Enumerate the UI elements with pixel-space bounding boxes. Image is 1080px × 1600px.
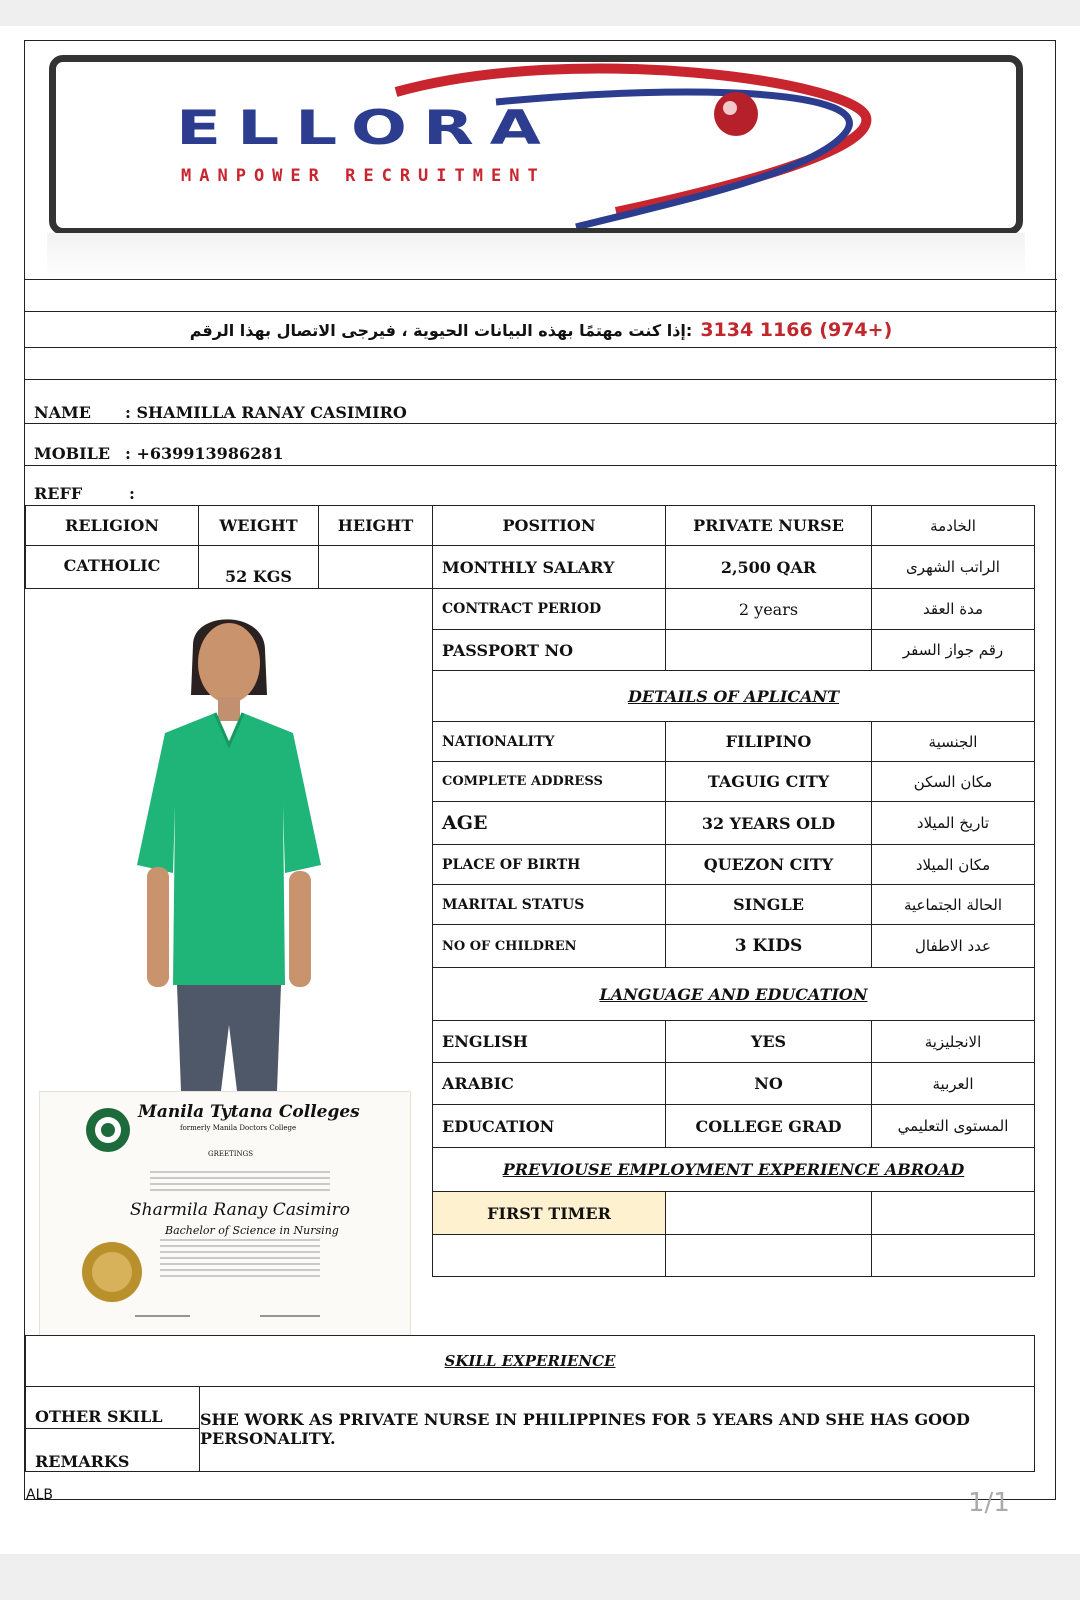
- certificate-college: Manila Tytana Colleges: [138, 1102, 360, 1122]
- contact-arabic-text: :إذا كنت مهتمًا بهذه البيانات الحيوية ، فيرجى الاتصال بهذا الرقم: [189, 320, 693, 340]
- certificate-greeting: GREETINGS: [208, 1150, 254, 1158]
- passport-value: [665, 629, 872, 671]
- arabic-arabic: العربية: [871, 1062, 1035, 1105]
- language-section-title: LANGUAGE AND EDUCATION: [432, 967, 1035, 1021]
- passport-label: PASSPORT NO: [432, 629, 666, 671]
- position-arabic: الخادمة: [871, 505, 1035, 546]
- employment-section-title: PREVIOUSE EMPLOYMENT EXPERIENCE ABROAD: [432, 1147, 1035, 1192]
- education-value: COLLEGE GRAD: [665, 1104, 872, 1148]
- salary-label: MONTHLY SALARY: [432, 545, 666, 589]
- age-label: AGE: [432, 801, 666, 845]
- nationality-label: NATIONALITY: [432, 721, 666, 762]
- first-timer-cell: FIRST TIMER: [432, 1191, 666, 1235]
- birthplace-value: QUEZON CITY: [665, 844, 872, 885]
- birthplace-label: PLACE OF BIRTH: [432, 844, 666, 885]
- weight-header: WEIGHT: [198, 505, 319, 546]
- certificate-formerly: formerly Manila Doctors College: [180, 1124, 297, 1132]
- arabic-value: NO: [665, 1062, 872, 1105]
- education-label: EDUCATION: [432, 1104, 666, 1148]
- employment-cell: [665, 1191, 872, 1235]
- employment-cell: [871, 1191, 1035, 1235]
- contract-arabic: مدة العقد: [871, 588, 1035, 630]
- contract-value: 2 years: [665, 588, 872, 630]
- logo-tagline: MANPOWER RECRUITMENT: [181, 166, 546, 186]
- position-label: POSITION: [432, 505, 666, 546]
- english-arabic: الانجليزية: [871, 1020, 1035, 1063]
- address-label: COMPLETE ADDRESS: [432, 761, 666, 802]
- english-label: ENGLISH: [432, 1020, 666, 1063]
- employment-cell: [432, 1234, 666, 1277]
- company-logo: [49, 55, 1023, 235]
- height-value: [318, 545, 433, 589]
- age-arabic: تاريخ الميلاد: [871, 801, 1035, 845]
- weight-value: 52 KGS: [198, 545, 319, 589]
- address-arabic: مكان السكن: [871, 761, 1035, 802]
- children-arabic: عدد الاطفال: [871, 924, 1035, 968]
- details-section-title: DETAILS OF APLICANT: [432, 670, 1035, 722]
- document-page: [0, 26, 1080, 1554]
- height-header: HEIGHT: [318, 505, 433, 546]
- divider: [25, 379, 1057, 380]
- divider: [25, 311, 1057, 312]
- divider: [25, 347, 1057, 348]
- children-value: 3 KIDS: [665, 924, 872, 968]
- name-value: : SHAMILLA RANAY CASIMIRO: [125, 403, 407, 422]
- applicant-photo: [125, 605, 335, 1095]
- divider: [25, 423, 1057, 424]
- certificate-degree: Bachelor of Science in Nursing: [165, 1224, 339, 1237]
- religion-header: RELIGION: [25, 505, 199, 546]
- contract-label: CONTRACT PERIOD: [432, 588, 666, 630]
- mobile-label: MOBILE: [34, 444, 111, 463]
- diploma-certificate: [39, 1091, 411, 1338]
- skill-section-title: SKILL EXPERIENCE: [25, 1335, 1035, 1387]
- address-value: TAGUIG CITY: [665, 761, 872, 802]
- contact-phone: 3134 1166 (974+): [700, 319, 893, 341]
- salary-arabic: الراتب الشهرى: [871, 545, 1035, 589]
- page-number: 1/1: [968, 1488, 1010, 1518]
- nationality-arabic: الجنسية: [871, 721, 1035, 762]
- remarks-text: SHE WORK AS PRIVATE NURSE IN PHILIPPINES FOR 5 YEARS AND SHE HAS GOOD PERSONALITY.: [199, 1386, 1035, 1472]
- children-label: NO OF CHILDREN: [432, 924, 666, 968]
- certificate-graduate-name: Sharmila Ranay Casimiro: [130, 1200, 351, 1220]
- name-label: NAME: [34, 403, 91, 422]
- salary-value: 2,500 QAR: [665, 545, 872, 589]
- mobile-value: : +639913986281: [125, 444, 284, 463]
- employment-cell: [871, 1234, 1035, 1277]
- marital-label: MARITAL STATUS: [432, 884, 666, 925]
- birthplace-arabic: مكان الميلاد: [871, 844, 1035, 885]
- english-value: YES: [665, 1020, 872, 1063]
- divider: [25, 465, 1057, 466]
- remarks-label: REMARKS: [25, 1428, 200, 1472]
- religion-value: CATHOLIC: [25, 545, 199, 589]
- reff-value: :: [129, 484, 135, 503]
- marital-value: SINGLE: [665, 884, 872, 925]
- contact-line: [25, 313, 1057, 347]
- education-arabic: المستوى التعليمي: [871, 1104, 1035, 1148]
- document-frame: [24, 40, 1056, 1500]
- employment-cell: [665, 1234, 872, 1277]
- other-skill-label: OTHER SKILL: [25, 1386, 200, 1429]
- logo-reflection: [47, 233, 1025, 283]
- reff-label: REFF: [34, 484, 83, 503]
- passport-arabic: رقم جواز السفر: [871, 629, 1035, 671]
- age-value: 32 YEARS OLD: [665, 801, 872, 845]
- divider: [25, 279, 1057, 280]
- logo-brand-text: ELLORA: [176, 100, 557, 156]
- footer-code: ALB: [26, 1487, 53, 1503]
- arabic-label: ARABIC: [432, 1062, 666, 1105]
- nationality-value: FILIPINO: [665, 721, 872, 762]
- marital-arabic: الحالة الجتماعية: [871, 884, 1035, 925]
- position-value: PRIVATE NURSE: [665, 505, 872, 546]
